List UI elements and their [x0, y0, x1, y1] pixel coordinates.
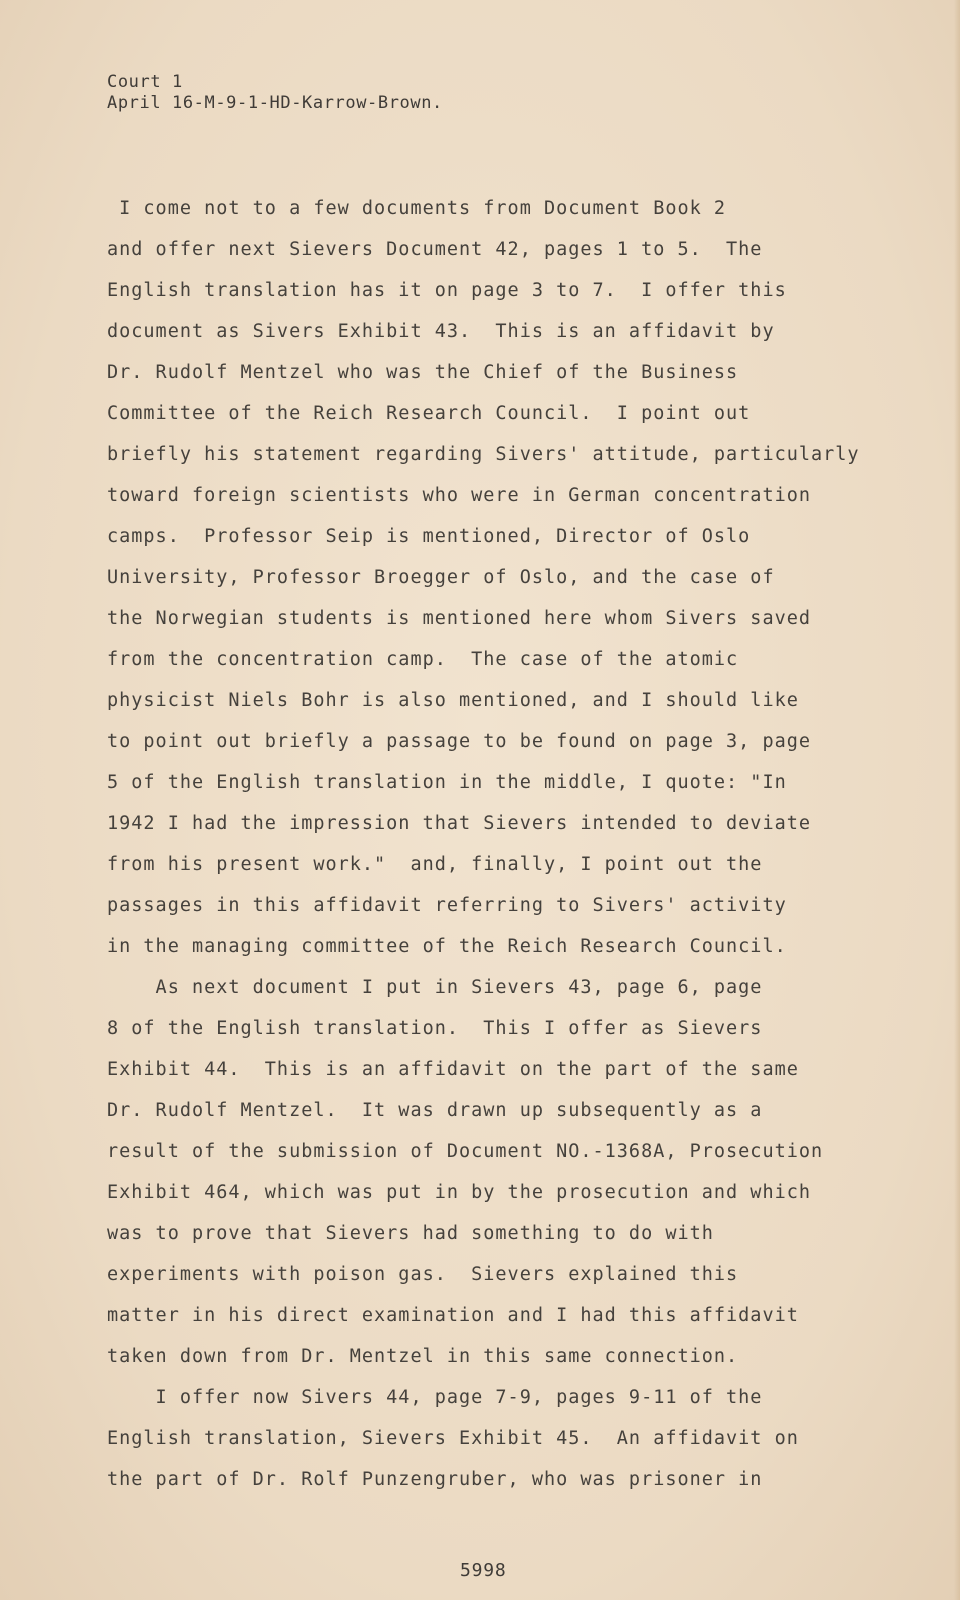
text-line: As next document I put in Sievers 43, page 6, page: [107, 977, 763, 998]
text-line: matter in his direct examination and I had this affidavit: [107, 1305, 799, 1326]
text-line: from his present work." and, finally, I point out the: [107, 854, 763, 875]
text-line: physicist Niels Bohr is also mentioned, and I should like: [107, 690, 799, 711]
text-line: was to prove that Sievers had something to do with: [107, 1223, 714, 1244]
text-line: in the managing committee of the Reich Research Council.: [107, 936, 787, 957]
text-line: passages in this affidavit referring to Sivers' activity: [107, 895, 787, 916]
page-edge-shadow: [954, 0, 960, 1600]
text-line: toward foreign scientists who were in German concentration: [107, 485, 812, 506]
text-line: and offer next Sievers Document 42, pages 1 to 5. The: [107, 239, 763, 260]
text-line: Exhibit 464, which was put in by the prosecution and which: [107, 1182, 812, 1203]
text-line: Dr. Rudolf Mentzel. It was drawn up subsequently as a: [107, 1100, 763, 1121]
header-court: Court 1: [107, 72, 183, 92]
text-line: English translation has it on page 3 to 7. I offer this: [107, 280, 787, 301]
text-line: to point out briefly a passage to be found on page 3, page: [107, 731, 812, 752]
text-line: I offer now Sivers 44, page 7-9, pages 9-11 of the: [107, 1387, 763, 1408]
text-line: from the concentration camp. The case of the atomic: [107, 649, 739, 670]
text-line: English translation, Sievers Exhibit 45. An affidavit on: [107, 1428, 799, 1449]
text-line: taken down from Dr. Mentzel in this same connection.: [107, 1346, 739, 1367]
text-line: camps. Professor Seip is mentioned, Director of Oslo: [107, 526, 751, 547]
page-number: 5998: [460, 1560, 507, 1581]
text-line: 8 of the English translation. This I offer as Sievers: [107, 1018, 763, 1039]
text-line: 1942 I had the impression that Sievers intended to deviate: [107, 813, 812, 834]
document-header: [107, 72, 443, 114]
text-line: Exhibit 44. This is an affidavit on the part of the same: [107, 1059, 799, 1080]
text-line: experiments with poison gas. Sievers explained this: [107, 1264, 739, 1285]
text-line: University, Professor Broegger of Oslo, and the case of: [107, 567, 775, 588]
text-line: Dr. Rudolf Mentzel who was the Chief of the Business: [107, 362, 739, 383]
text-line: Committee of the Reich Research Council. I point out: [107, 403, 751, 424]
text-line: document as Sivers Exhibit 43. This is an affidavit by: [107, 321, 775, 342]
text-line: the part of Dr. Rolf Punzengruber, who was prisoner in: [107, 1469, 763, 1490]
text-line: result of the submission of Document NO.-1368A, Prosecution: [107, 1141, 824, 1162]
text-line: briefly his statement regarding Sivers' attitude, particularly: [107, 444, 860, 465]
transcript-body: [107, 188, 887, 1500]
text-line: I come not to a few documents from Document Book 2: [107, 198, 727, 219]
header-session: April 16-M-9-1-HD-Karrow-Brown.: [107, 93, 443, 113]
text-line: 5 of the English translation in the middle, I quote: "In: [107, 772, 787, 793]
text-line: the Norwegian students is mentioned here whom Sivers saved: [107, 608, 812, 629]
